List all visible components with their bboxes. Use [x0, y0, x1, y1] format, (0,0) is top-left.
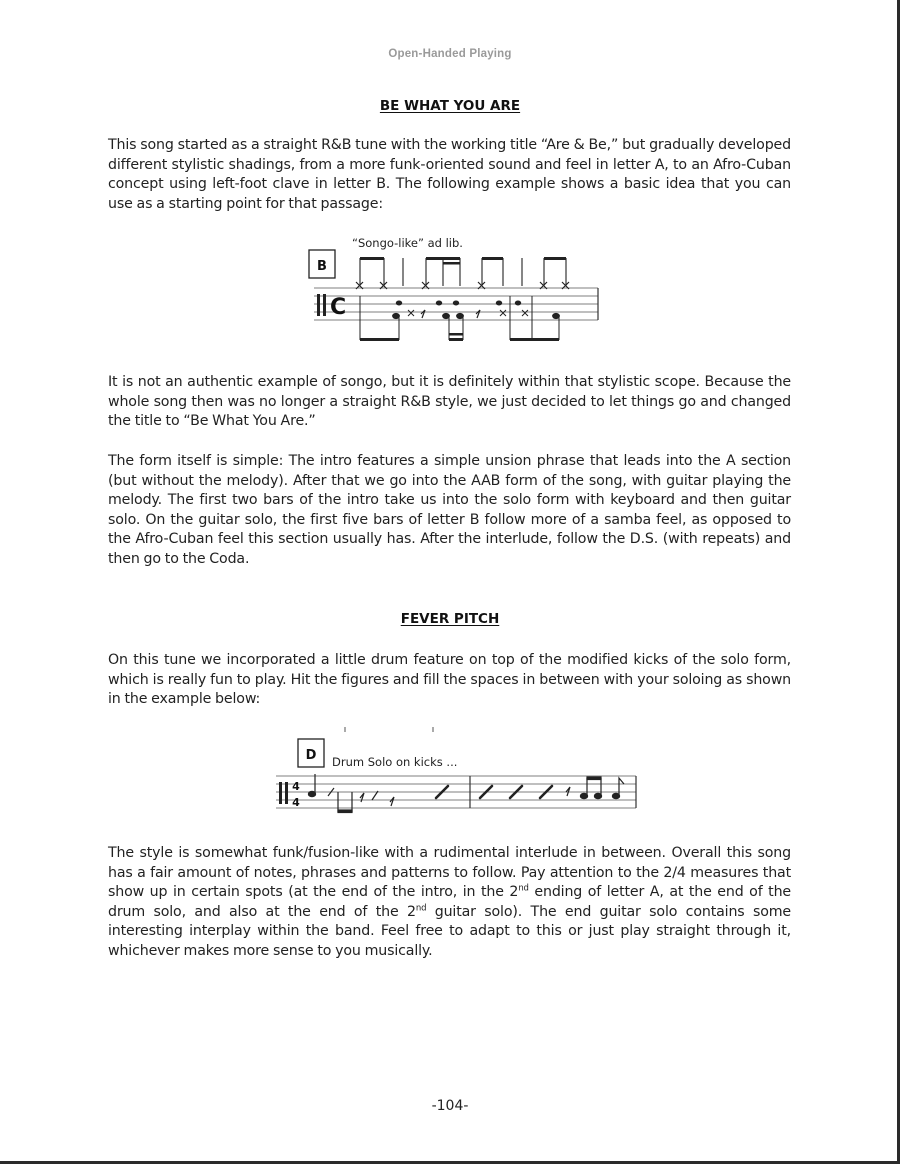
superscript-nd: nd — [415, 903, 427, 914]
page-number: -104- — [431, 1098, 469, 1114]
ending-figures — [566, 777, 624, 799]
drum-solo-annotation: Drum Solo on kicks ... — [332, 755, 458, 769]
time-signature-four-four — [292, 780, 300, 809]
rehearsal-mark-b: B — [317, 259, 327, 274]
upper-voice-beams — [360, 257, 566, 265]
paragraph-intro-fever-pitch: On this tune we incorporated a little drum feature on top of the modified kicks of the solo form, which is really fun to play. Hit the figures and fill the spaces in between with your soloing as shown in the example below: — [108, 652, 791, 708]
paragraph-form-description: The form itself is simple: The intro features a simple unsion phrase that leads into the A section (but without the melody). After that we go into the AAB form of the song, with guitar playing the melody. The first two bars of the intro take us into the solo form with keyboard and then guitar solo. On the guitar solo, the first five bars of letter B follow more of a samba feel, as opposed to the Afro-Cuban feel this section usually has. After the interlude, follow the D.S. (with repeats) and then go to the Coda. — [108, 453, 791, 567]
rests — [421, 310, 480, 318]
kick-figures — [308, 774, 394, 813]
songo-notation-example — [300, 230, 620, 350]
section-heading-be-what-you-are: BE WHAT YOU ARE — [379, 98, 521, 114]
staff-lines — [276, 776, 636, 808]
paragraph-text-part-3: guitar solo). The end guitar solo contains some interesting interplay within the band. Feel free to adapt to this or just play straight through it, whichever makes more sense to you musically. — [108, 903, 791, 959]
paragraph-text-part-1: The style is somewhat funk/fusion-like with a rudimental interlude in between. Overall this song has a fair amount of notes, phrases and patterns to follow. Pay attention to the 2/4 measures that show up in certain spots (at the end of the intro, in the 2 — [108, 845, 791, 901]
paragraph-songo-explanation: It is not an authentic example of songo, but it is definitely within that stylistic scope. Because the whole song then was no longer a straight R&B style, we just decided to let things go and changed the title to “Be What You Are.” — [108, 374, 791, 430]
svg-text:4: 4 — [292, 780, 300, 793]
section-heading-fever-pitch: FEVER PITCH — [400, 611, 500, 627]
superscript-nd: nd — [518, 883, 529, 894]
running-head: Open-Handed Playing — [388, 48, 512, 60]
lower-voice-beams — [360, 333, 559, 341]
paragraph-text-part-2: ending of letter A, at the end of the drum solo, and also at the end of the 2 — [108, 884, 791, 920]
snare-noteheads — [396, 301, 521, 306]
svg-text:4: 4 — [292, 796, 300, 809]
songo-annotation: “Songo-like” ad lib. — [352, 236, 463, 250]
percussion-clef — [317, 294, 326, 316]
percussion-clef — [279, 782, 288, 804]
time-signature-common: C — [330, 295, 347, 320]
paragraph-style-description — [108, 844, 791, 962]
drum-solo-notation-example — [268, 722, 648, 822]
upper-voice-stems — [360, 258, 566, 286]
rehearsal-mark-d: D — [305, 748, 317, 763]
paragraph-intro-be-what-you-are: This song started as a straight R&B tune with the working title “Are & Be,” but gradually developed different stylistic shadings, from a more funk-oriented sound and feel in letter A, to an Afro-Cuban concept using left-foot clave in letter B. The following example shows a basic idea that you can use as a starting point for that passage: — [108, 137, 791, 212]
